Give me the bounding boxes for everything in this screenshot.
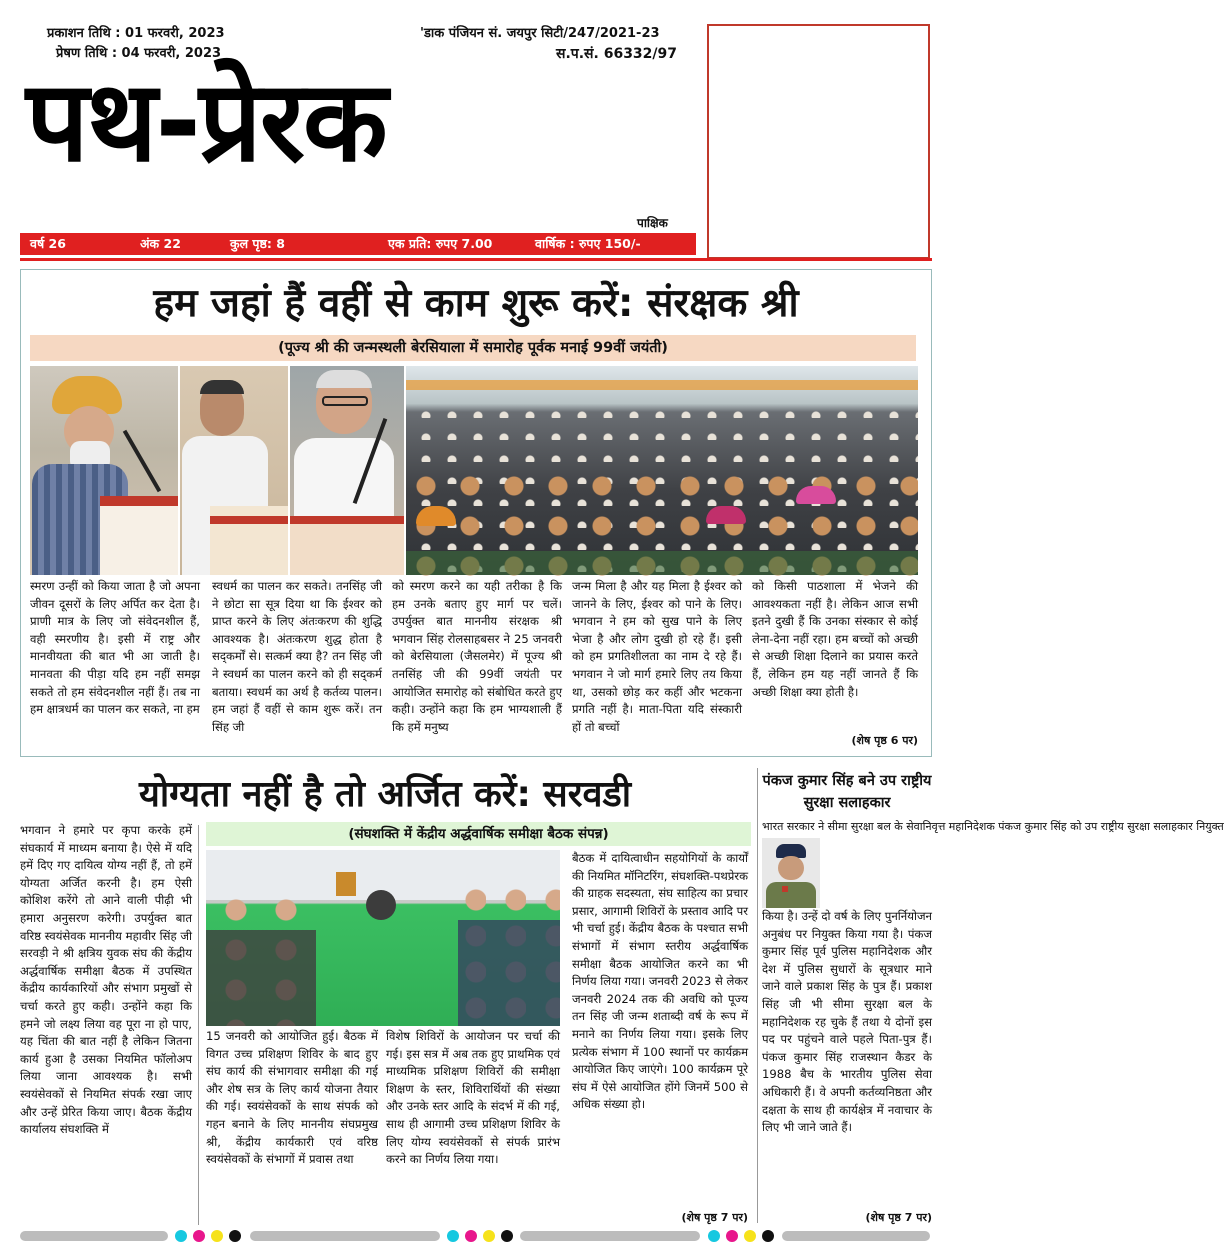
lead-photo-crowd: [406, 366, 918, 575]
registration-dot-cyan-3: [708, 1230, 720, 1242]
side-continued-note: (शेष पृष्ठ 7 पर): [865, 1211, 932, 1224]
address-stamp-box: [707, 24, 930, 259]
registration-dot-yellow-3: [744, 1230, 756, 1242]
registration-dot-black: [229, 1230, 241, 1242]
postal-registration: 'डाक पंजियन सं. जयपुर सिटी/247/2021-23: [420, 26, 660, 41]
masthead-rule: [20, 258, 932, 261]
frequency-label: पाक्षिक: [637, 216, 668, 230]
footer-bar-2: [250, 1231, 440, 1241]
side-intro: भारत सरकार ने सीमा सुरक्षा बल के सेवानिवृत्त महानिदेशक पंकज कुमार सिंह को उप राष्ट्रीय सुरक्षा सलाहकार नियुक्त: [762, 820, 1224, 833]
registration-dot-black-2: [501, 1230, 513, 1242]
registration-dot-cyan: [175, 1230, 187, 1242]
lead-subheadline: (पूज्य श्री की जन्मस्थली बेरसियाला में समारोह पूर्वक मनाई 99वीं जयंती): [30, 335, 916, 361]
second-column-3: विशेष शिविरों के आयोजन पर चर्चा की गई। इस सत्र में अब तक हुए प्राथमिक एवं माध्यमिक प्रशिक्षण शिविरों की समीक्षा शिक्षण के स्तर, शिविरार्थियों की संख्या और उनके स्तर आदि के संदर्भ में की गई, साथ ही आगामी उच्च प्रशिक्षण शिविर के लिए योग्य स्वयंसेवकों से संपर्क प्रारंभ करने का निर्णय लिया गया।: [386, 1029, 560, 1167]
footer-bar-3: [520, 1231, 700, 1241]
sps-number: स.प.सं. 66332/97: [556, 46, 678, 62]
second-story-left-rule: [198, 825, 199, 1225]
registration-dot-black-3: [762, 1230, 774, 1242]
side-portrait-photo: [762, 838, 820, 908]
lead-column-4: जन्म मिला है और यह मिला है ईश्वर को जानने के लिए, ईश्वर को पाने के लिए। भगवान ने हम को सुख पाने के लिए भेजा है और लोग दुखी हो रहे हैं। इसी को हम प्रगतिशीलता का नाम दे रहे हैं। भगवान ने जो मार्ग हमारे लिए तय किया था, उसको छोड़ कर कहीं और भटकना प्रगति नहीं है। माता-पिता यदि संस्कारी हों तो बच्चों: [572, 579, 742, 734]
lead-column-2: स्वधर्म का पालन कर सकते। तनसिंह जी ने छोटा सा सूत्र दिया था कि ईश्वर को प्राप्त करने के लिए अंतःकरण की शुद्धि आवश्यक है। अंतःकरण शुद्ध होता है सद्कर्मों से। सत्कर्म क्या है? तन सिंह जी ने स्वधर्म का पालन करने को ही सद्कर्म बताया। स्वधर्म का अर्थ है कर्तव्य पालन। हम जहां हैं वहीं से काम शुरू करें। तन सिंह जी: [212, 579, 382, 734]
year-label: वर्ष 26: [30, 236, 66, 251]
issue-label: अंक 22: [140, 236, 181, 251]
side-headline: पंकज कुमार सिंह बने उप राष्ट्रीय सुरक्षा सलाहकार: [762, 773, 932, 811]
second-subheadline: (संघशक्ति में केंद्रीय अर्द्धवार्षिक समीक्षा बैठक संपन्न): [206, 822, 751, 846]
lead-photo-speaker-3: [290, 366, 404, 575]
masthead-title: पथ-प्रेरक: [26, 57, 386, 187]
lead-photo-speaker-2: [180, 366, 288, 575]
second-continued-note: (शेष पृष्ठ 7 पर): [681, 1211, 748, 1224]
second-column-2: 15 जनवरी को आयोजित हुई। बैठक में विगत उच्च प्रशिक्षण शिविर के बाद हुए संघ कार्य की संभागवार समीक्षा की गई और शेष सत्र के लिए कार्य योजना तैयार की गई। स्वयंसेवकों के साथ संपर्क को गहन बनाने के लिए माननीय संघप्रमुख श्री, केंद्रीय कार्यकारी एवं वरिष्ठ स्वयंसेवकों के संभागों में प्रवास तथा: [206, 1029, 378, 1167]
registration-dot-magenta: [193, 1230, 205, 1242]
lead-photo-speaker-1: [30, 366, 178, 575]
annual-price-label: वार्षिक : रुपए 150/-: [535, 236, 641, 251]
price-label: एक प्रति: रुपए 7.00: [388, 236, 493, 251]
second-photo-meeting: [206, 850, 560, 1026]
lead-headline: हम जहां हैं वहीं से काम शुरू करें: संरक्षक श्री: [153, 281, 799, 326]
side-intro-wrap: [824, 838, 932, 908]
side-story-frame: [757, 768, 758, 1223]
issue-info-bar: [20, 233, 696, 255]
lead-column-3: को स्मरण करने का यही तरीका है कि हम उनके बताए हुए मार्ग पर चलें। उपर्युक्त बात माननीय संरक्षक श्री भगवान सिंह रोलसाहबसर ने 25 जनवरी को बेरसियाला (जैसलमेर) में पूज्य श्री तनसिंह जी की 99वीं जयंती पर आयोजित समारोह को संबोधित करते हुए कही। उन्होंने कहा कि हम भाग्यशाली हैं कि हमें मनुष्य: [392, 579, 562, 734]
footer-bar-1: [20, 1231, 168, 1241]
lead-column-5: को किसी पाठशाला में भेजने की आवश्यकता नहीं है। लेकिन आज सभी इतने दुखी हैं कि उनका संस्कार से कोई लेना-देना नहीं रहा। हम बच्चों को अच्छी से अच्छी शिक्षा दिलाने का प्रयास करते हैं, लेकिन हम यह नहीं जानते हैं कि अच्छी शिक्षा क्या होती है।: [752, 579, 918, 699]
second-headline: योग्यता नहीं है तो अर्जित करें: सरवडी: [138, 774, 632, 815]
registration-dot-yellow: [211, 1230, 223, 1242]
registration-dot-yellow-2: [483, 1230, 495, 1242]
registration-dot-cyan-2: [447, 1230, 459, 1242]
side-body: किया है। उन्हें दो वर्ष के लिए पुनर्नियोजन अनुबंध पर नियुक्त किया गया है। पंकज कुमार सिंह पूर्व पुलिस महानिदेशक और देश में पुलिस सुधारों के सूत्रधार माने जाने वाले प्रकाश सिंह के पुत्र हैं। प्रकाश सिंह जी भी सीमा सुरक्षा बल के महानिदेशक रह चुके हैं तथा ये दोनों इस पद पर पहुंचने वाले पहले पिता-पुत्र हैं। पंकज कुमार सिंह राजस्थान कैडर के 1988 बैच के भारतीय पुलिस सेवा अधिकारी हैं। वे अपनी कर्तव्यनिष्ठता और दक्षता के साथ ही कार्यक्षेत्र में नवाचार के लिए भी जाने जाते हैं।: [762, 909, 932, 1135]
footer-bar-4: [782, 1231, 930, 1241]
second-column-1: भगवान ने हमारे पर कृपा करके हमें संघकार्य में माध्यम बनाया है। ऐसे में यदि हमें दिए गए दायित्व योग्य नहीं हैं, तो हमें योग्यता अर्जित करनी है। हम ऐसी कोशिश करेंगे तो आने वाली पीढ़ी भी हमारा अनुसरण करेगी। उपर्युक्त बात वरिष्ठ स्वयंसेवक माननीय महावीर सिंह जी सरवड़ी ने श्री क्षत्रिय युवक संघ की केंद्रीय अर्द्धवार्षिक समीक्षा बैठक में उपस्थित केंद्रीय कार्यकारियों और संभाग प्रमुखों से चर्चा करते हुए कही। उन्होंने कहा कि हमने जो लक्ष्य लिया वह पूरा ना हो पाए, यह चिंता की बात नहीं है लेकिन जितना कार्य हुआ है उसका नियमित फॉलोअप लिया जाना आवश्यक है। सभी स्वयंसेवकों से नियमित संपर्क रखा जाए और उन्हें प्रेरित किया जाए। बैठक केंद्रीय कार्यालय संघशक्ति में: [20, 823, 192, 1137]
second-column-4: बैठक में दायित्वाधीन सहयोगियों के कार्यों की नियमित मॉनिटरिंग, संघशक्ति-पथप्रेरक की ग्राहक सदस्यता, संघ साहित्य का प्रचार प्रसार, आगामी शिविरों के प्रस्ताव आदि पर भी चर्चा हुई। केंद्रीय बैठक के पश्चात सभी संभागों में संभाग स्तरीय अर्द्धवार्षिक समीक्षा बैठक आयोजित करने का भी निर्णय लिया गया। जनवरी 2023 से लेकर जनवरी 2024 तक की अवधि को पूज्य तन सिंह जी जन्म शताब्दी वर्ष के रूप में मनाने का निर्णय लिया गया। इसके लिए प्रत्येक संभाग में 100 स्थानों पर कार्यक्रम आयोजित किए जाएंगे। 100 कार्यक्रम पूरे संघ में ऐसे आयोजित होंगे जिनमें 500 से अधिक संख्या हो।: [572, 851, 748, 1112]
dispatch-date: प्रेषण तिथि : 04 फरवरी, 2023: [56, 46, 222, 61]
lead-column-1: स्मरण उन्हीं को किया जाता है जो अपना जीवन दूसरों के लिए अर्पित कर देता है। प्राणी मात्र के लिए जो संवेदनशील हैं, वही स्मरणीय है। इसी में राष्ट्र और मानवीयता की बात भी आ जाती है। मानवता की पीड़ा यदि हम नहीं समझ सकते तो हम संवेदनशील नहीं हैं। तब ना हम क्षात्रधर्म का पालन कर सकते, ना हम: [30, 579, 200, 717]
registration-dot-magenta-2: [465, 1230, 477, 1242]
lead-continued-note: (शेष पृष्ठ 6 पर): [851, 734, 918, 747]
registration-dot-magenta-3: [726, 1230, 738, 1242]
publish-date: प्रकाशन तिथि : 01 फरवरी, 2023: [47, 26, 225, 41]
pages-label: कुल पृष्ठ: 8: [230, 236, 285, 251]
